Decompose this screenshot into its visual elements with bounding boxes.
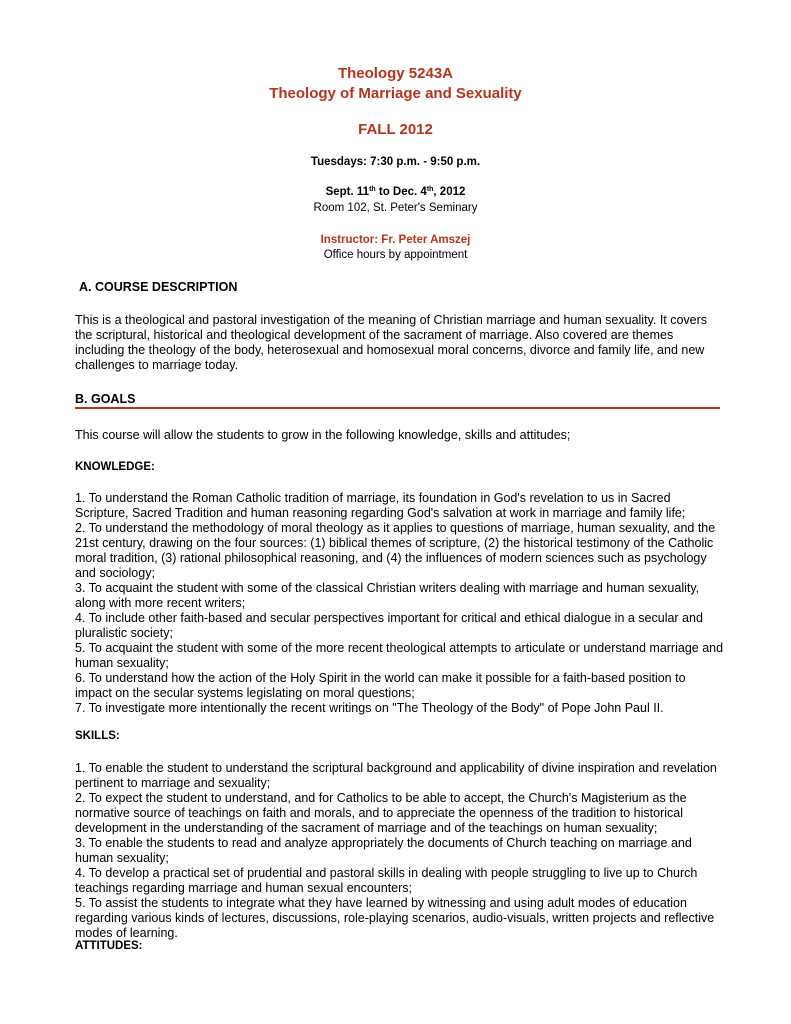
dates-end-sup: th <box>426 186 434 193</box>
class-schedule: Tuesdays: 7:30 p.m. - 9:50 p.m. <box>310 156 481 168</box>
dates-start-sup: th <box>369 186 376 193</box>
course-code: Theology 5243A <box>337 65 454 82</box>
room-location: Room 102, St. Peter's Seminary <box>313 202 478 214</box>
section-b-heading: B. GOALS <box>75 392 136 406</box>
instructor-name: Instructor: Fr. Peter Amszej <box>320 234 471 246</box>
dates-start: Sept. 11 <box>325 186 370 198</box>
goals-intro: This course will allow the students to grow in the following knowledge, skills and attitudes; <box>75 428 571 442</box>
section-divider <box>75 407 720 409</box>
course-description: This is a theological and pastoral investigation of the meaning of Christian marriage and human sexuality. It covers the scriptural, historical and theological development of the sacrament of marriage. Also covered are themes including the theology of the body, heterosexual and homosexual moral concerns, divorce and family life, and new challenges to marriage today. <box>75 313 708 372</box>
dates-middle: to Dec. 4 <box>375 186 427 198</box>
attitudes-heading: ATTITUDES: <box>75 940 143 952</box>
office-hours: Office hours by appointment <box>323 249 468 261</box>
course-title: Theology of Marriage and Sexuality <box>269 85 522 102</box>
course-dates <box>0 185 791 199</box>
knowledge-heading: KNOWLEDGE: <box>75 461 155 473</box>
skills-item: 1. To enable the student to understand the scriptural background and applicability of divine inspiration and revelation pertinent to marriage and sexuality; <box>75 761 717 790</box>
knowledge-item: 4. To include other faith-based and secular perspectives important for critical and ethical dialogue in a secular and pluralistic society; <box>75 611 703 640</box>
dates-end: , 2012 <box>433 186 466 198</box>
skills-heading: SKILLS: <box>75 730 120 742</box>
skills-item: 3. To enable the students to read and analyze appropriately the documents of Church teaching on marriage and human sexuality; <box>75 836 692 865</box>
knowledge-item: 2. To understand the methodology of moral theology as it applies to questions of marriage, human sexuality, and the 21st century, drawing on the four sources: (1) biblical themes of scripture, (2) the historical testimony of the Catholic moral tradition, (3) rational philosophical reasoning, and (4) the influences of modern sciences such as psychology and sociology; <box>75 521 716 580</box>
term: FALL 2012 <box>358 121 433 138</box>
skills-item: 5. To assist the students to integrate what they have learned by witnessing and using adult modes of education regarding various kinds of lectures, discussions, role-playing scenarios, audio-visuals, written projects and reflective modes of learning. <box>75 896 715 940</box>
knowledge-item: 6. To understand how the action of the Holy Spirit in the world can make it possible for a faith-based position to impact on the secular systems legislating on moral questions; <box>75 671 686 700</box>
skills-list <box>75 761 725 941</box>
section-a-heading: A. COURSE DESCRIPTION <box>79 280 238 294</box>
knowledge-item: 1. To understand the Roman Catholic tradition of marriage, its foundation in God's revelation to us in Sacred Scripture, Sacred Tradition and human reasoning regarding God's salvation at work in marriage and family life; <box>75 491 686 520</box>
skills-item: 2. To expect the student to understand, and for Catholics to be able to accept, the Church's Magisterium as the normative source of teachings on faith and morals, and to appreciate the openness of the tradition to historical development in the understanding of the sacrament of marriage and of the teachings on human sexuality; <box>75 791 687 835</box>
knowledge-item: 7. To investigate more intentionally the recent writings on "The Theology of the Body" of Pope John Paul II. <box>75 701 664 715</box>
knowledge-item: 3. To acquaint the student with some of the classical Christian writers dealing with marriage and human sexuality, along with more recent writers; <box>75 581 700 610</box>
knowledge-list <box>75 491 725 716</box>
skills-item: 4. To develop a practical set of prudential and pastoral skills in dealing with people struggling to live up to Church teachings regarding marriage and human sexual encounters; <box>75 866 698 895</box>
knowledge-item: 5. To acquaint the student with some of the more recent theological attempts to articulate or understand marriage and human sexuality; <box>75 641 724 670</box>
